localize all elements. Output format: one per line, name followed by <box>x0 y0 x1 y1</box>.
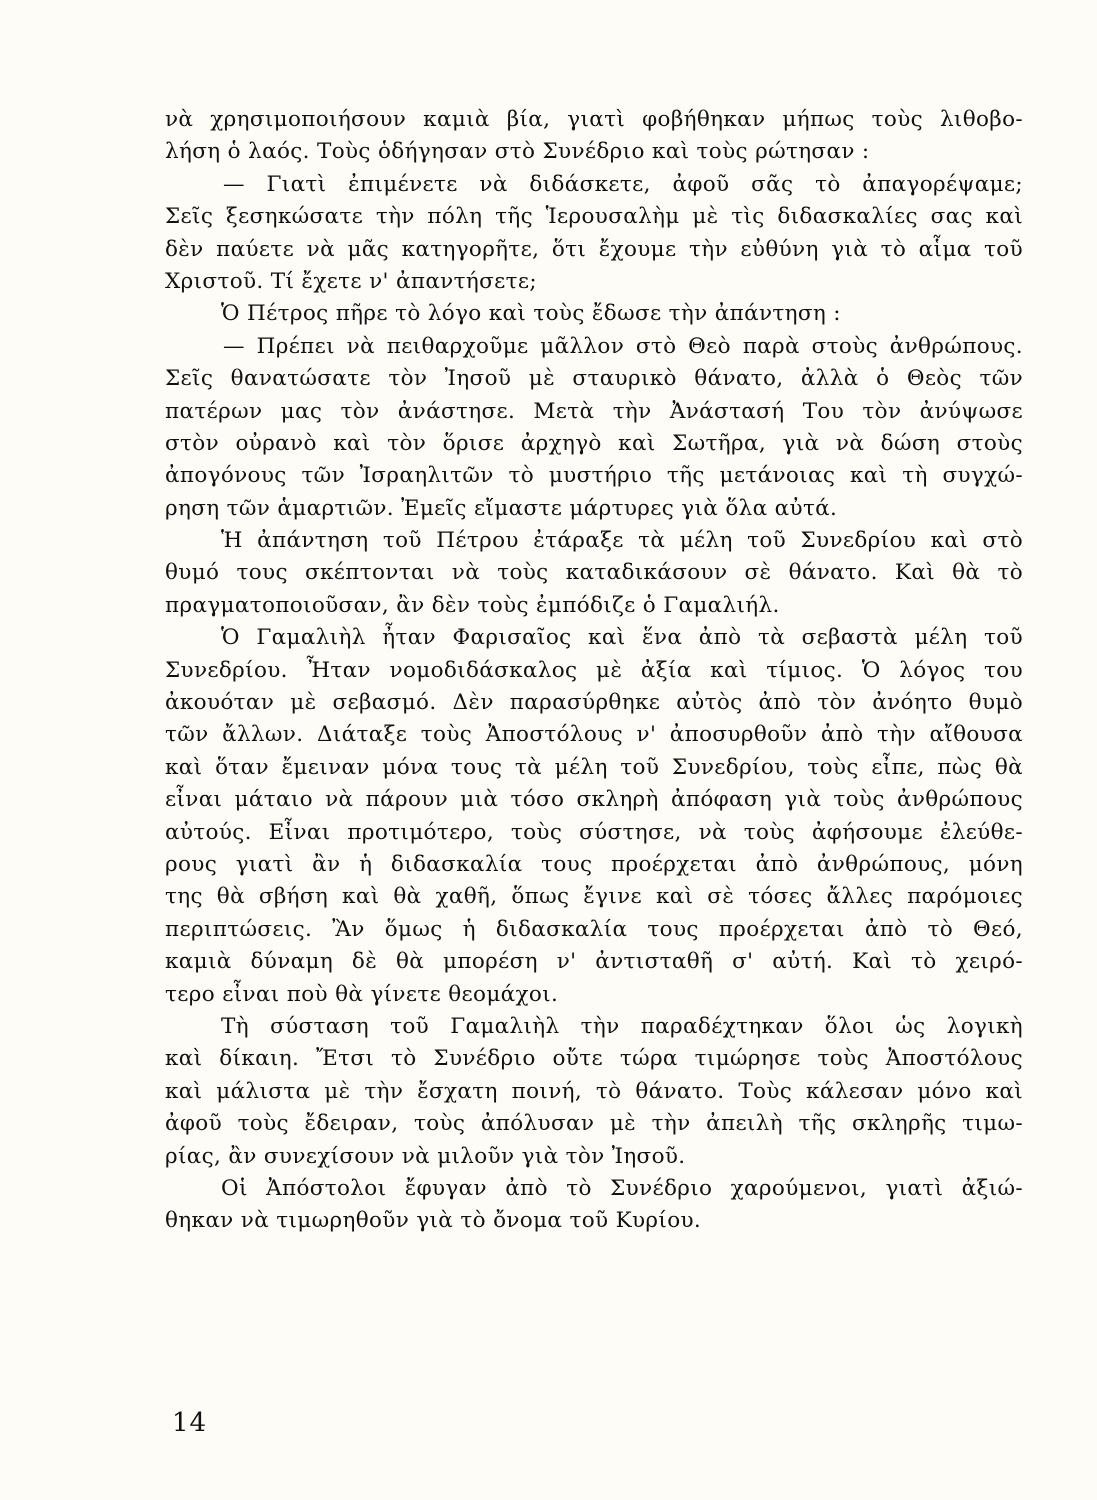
text-line: καμιὰ δύναμη δὲ θὰ μπορέση ν' ἀντισταθῆ σ' αὐτή. Καὶ τὸ χειρό- <box>165 949 1023 975</box>
text-line: λήση ὁ λαός. Τοὺς ὁδήγησαν στὸ Συνέδριο καὶ τοὺς ρώτησαν : <box>165 139 870 165</box>
text-line: της θὰ σβήση καὶ θὰ χαθῆ, ὅπως ἔγινε καὶ σὲ τόσες ἄλλες παρόμοιες <box>165 884 1023 910</box>
text-line: Τὴ σύσταση τοῦ Γαμαλιὴλ τὴν παραδέχτηκαν ὅλοι ὡς λογικὴ <box>221 1013 1023 1039</box>
text-line: πραγματοποιοῦσαν, ἂν δὲν τοὺς ἐμπόδιζε ὁ Γαμαλιήλ. <box>165 592 780 618</box>
text-line: ἀφοῦ τοὺς ἔδειραν, τοὺς ἀπόλυσαν μὲ τὴν ἀπειλὴ τῆς σκληρῆς τιμω- <box>165 1111 1023 1137</box>
text-line: εἶναι μάταιο νὰ πάρουν μιὰ τόσο σκληρὴ ἀπόφαση γιὰ τοὺς ἀνθρώπους <box>165 787 1023 813</box>
text-line: Ὁ Πέτρος πῆρε τὸ λόγο καὶ τοὺς ἔδωσε τὴν ἀπάντηση : <box>221 301 841 327</box>
page-number: 14 <box>172 1408 208 1438</box>
text-line: δὲν παύετε νὰ μᾶς κατηγορῆτε, ὅτι ἔχουμε τὴν εὐθύνη γιὰ τὸ αἷμα τοῦ <box>165 236 1023 262</box>
text-line: Σεῖς θανατώσατε τὸν Ἰησοῦ μὲ σταυρικὸ θάνατο, ἀλλὰ ὁ Θεὸς τῶν <box>165 366 1023 392</box>
text-line: Οἱ Ἀπόστολοι ἔφυγαν ἀπὸ τὸ Συνέδριο χαρούμενοι, γιατὶ ἀξιώ- <box>221 1175 1023 1201</box>
text-line: καὶ δίκαιη. Ἔτσι τὸ Συνέδριο οὔτε τώρα τιμώρησε τοὺς Ἀποστόλους <box>165 1046 1023 1072</box>
text-line: Σεῖς ξεσηκώσατε τὴν πόλη τῆς Ἱερουσαλὴμ μὲ τὶς διδασκαλίες σας καὶ <box>165 204 1023 230</box>
text-line: — Πρέπει νὰ πειθαρχοῦμε μᾶλλον στὸ Θεὸ παρὰ στοὺς ἀνθρώπους. <box>223 333 1023 359</box>
text-line: Χριστοῦ. Τί ἔχετε ν' ἀπαντήσετε; <box>165 268 537 294</box>
text-line: θηκαν νὰ τιμωρηθοῦν γιὰ τὸ ὄνομα τοῦ Κυρίου. <box>165 1208 702 1234</box>
text-line: Συνεδρίου. Ἦταν νομοδιδάσκαλος μὲ ἀξία καὶ τίμιος. Ὁ λόγος του <box>165 657 1023 683</box>
text-line: στὸν οὐρανὸ καὶ τὸν ὅρισε ἀρχηγὸ καὶ Σωτῆρα, γιὰ νὰ δώση στοὺς <box>165 430 1023 456</box>
text-line: καὶ ὅταν ἔμειναν μόνα τους τὰ μέλη τοῦ Συνεδρίου, τοὺς εἶπε, πὼς θὰ <box>165 754 1023 780</box>
text-line: καὶ μάλιστα μὲ τὴν ἔσχατη ποινή, τὸ θάνατο. Τοὺς κάλεσαν μόνο καὶ <box>165 1078 1023 1104</box>
text-line: ρηση τῶν ἁμαρτιῶν. Ἐμεῖς εἴμαστε μάρτυρες γιὰ ὅλα αὐτά. <box>165 495 838 521</box>
text-line: ἀπογόνους τῶν Ἰσραηλιτῶν τὸ μυστήριο τῆς μετάνοιας καὶ τὴ συγχώ- <box>165 463 1023 489</box>
text-line: ἀκουόταν μὲ σεβασμό. Δὲν παρασύρθηκε αὐτὸς ἀπὸ τὸν ἀνόητο θυμὸ <box>165 690 1023 716</box>
text-line: νὰ χρησιμοποιήσουν καμιὰ βία, γιατὶ φοβήθηκαν μήπως τοὺς λιθοβο- <box>165 107 1023 132</box>
text-line: Ἡ ἀπάντηση τοῦ Πέτρου ἐτάραξε τὰ μέλη τοῦ Συνεδρίου καὶ στὸ <box>221 528 1023 554</box>
text-line: Ὁ Γαμαλιὴλ ἦταν Φαρισαῖος καὶ ἕνα ἀπὸ τὰ σεβαστὰ μέλη τοῦ <box>221 625 1023 651</box>
body-text <box>165 104 1023 1238</box>
text-line: ρους γιατὶ ἂν ἡ διδασκαλία τους προέρχεται ἀπὸ ἀνθρώπους, μόνη <box>165 851 1023 877</box>
text-line: θυμό τους σκέπτονται νὰ τοὺς καταδικάσουν σὲ θάνατο. Καὶ θὰ τὸ <box>165 560 1023 586</box>
text-line: τερο εἶναι ποὺ θὰ γίνετε θεομάχοι. <box>165 981 559 1007</box>
text-line: ρίας, ἂν συνεχίσουν νὰ μιλοῦν γιὰ τὸν Ἰησοῦ. <box>165 1143 686 1169</box>
text-line: περιπτώσεις. Ἂν ὅμως ἡ διδασκαλία τους προέρχεται ἀπὸ τὸ Θεό, <box>165 916 1023 942</box>
text-line: πατέρων μας τὸν ἀνάστησε. Μετὰ τὴν Ἀνάστασή Του τὸν ἀνύψωσε <box>165 398 1023 424</box>
text-line: τῶν ἄλλων. Διάταξε τοὺς Ἀποστόλους ν' ἀποσυρθοῦν ἀπὸ τὴν αἴθουσα <box>165 722 1023 748</box>
text-line: αὐτούς. Εἶναι προτιμότερο, τοὺς σύστησε, νὰ τοὺς ἀφήσουμε ἐλεύθε- <box>165 819 1023 845</box>
text-line: — Γιατὶ ἐπιμένετε νὰ διδάσκετε, ἀφοῦ σᾶς τὸ ἀπαγορέψαμε; <box>223 171 1023 197</box>
